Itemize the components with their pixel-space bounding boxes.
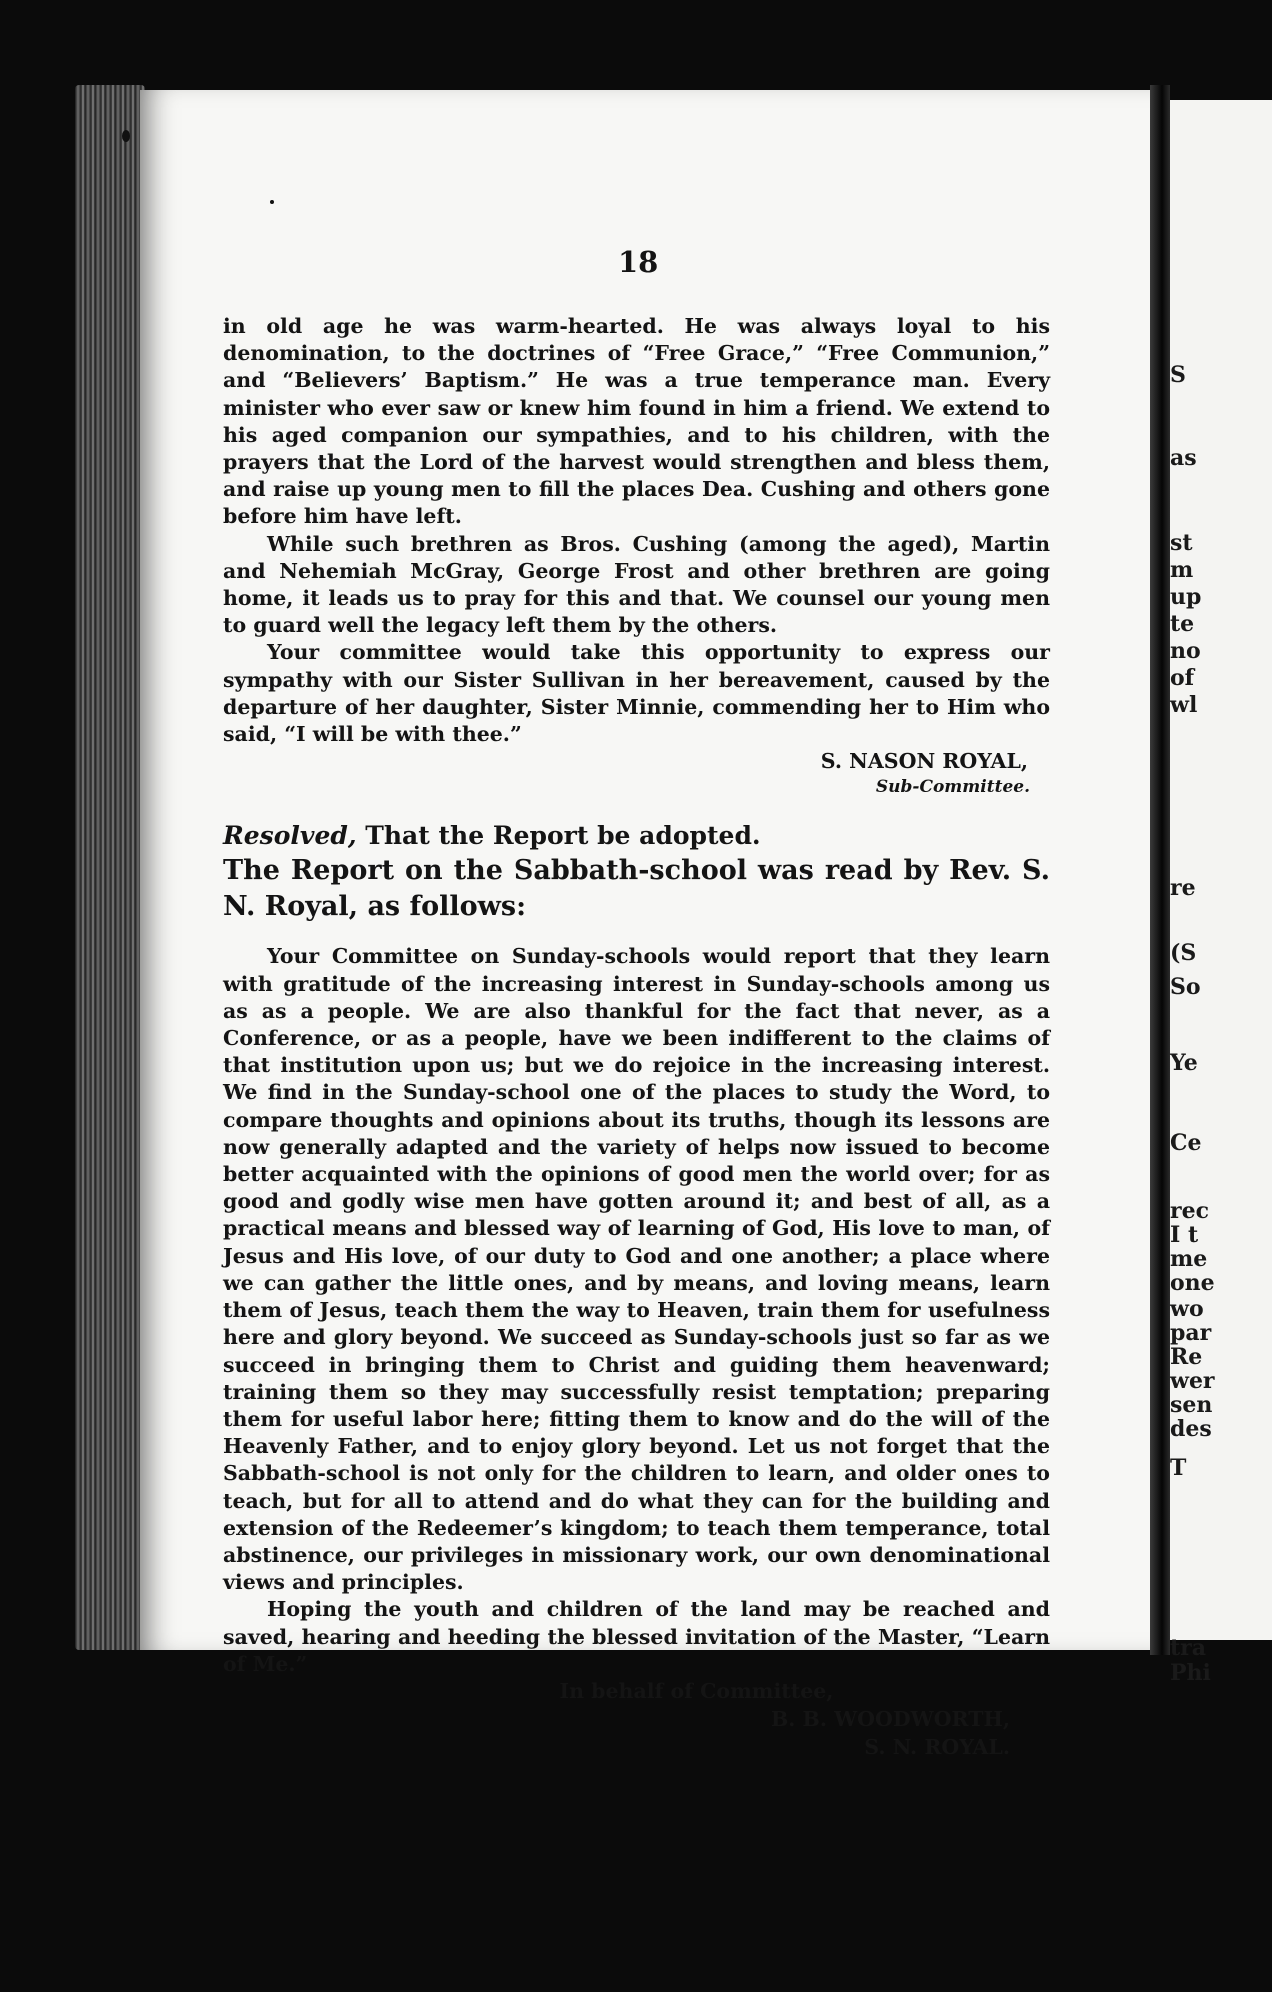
fragment: me: [1170, 1246, 1208, 1272]
fragment: I t: [1170, 1222, 1199, 1248]
fragment: des: [1170, 1416, 1212, 1442]
report-heading: The Report on the Sabbath-school was read by Rev. S. N. Royal, as follows:: [223, 855, 1050, 923]
fragment: par: [1170, 1320, 1212, 1346]
resolved-word: Resolved,: [223, 821, 357, 851]
signer: B. B. WOODWORTH,: [770, 1707, 1010, 1732]
scan-speck: [270, 200, 274, 204]
fragment: Re: [1170, 1344, 1203, 1370]
fragment: up: [1170, 584, 1202, 610]
fragment: st: [1170, 530, 1193, 556]
fragment: wl: [1170, 692, 1198, 718]
fragment: sen: [1170, 1392, 1213, 1418]
page-number: 18: [618, 245, 659, 279]
fragment: Phi: [1170, 1660, 1211, 1686]
report-body: [223, 943, 1050, 1761]
signer: S. N. ROYAL.: [864, 1735, 1010, 1760]
book-gutter: [1150, 85, 1170, 1655]
paragraph: Hoping the youth and children of the land may be reached and saved, hearing and heeding the blessed invitation of the Master, “Learn of Me.”: [223, 1597, 1050, 1676]
fragment: re: [1170, 875, 1196, 901]
resolved-text: That the Report be adopted.: [356, 821, 761, 851]
fragment: S: [1170, 362, 1186, 388]
page-edges: [75, 85, 145, 1650]
adjacent-page: [1170, 100, 1272, 1686]
fragment: as: [1170, 445, 1197, 471]
scan-speck: [122, 130, 130, 142]
page-body: [223, 313, 1050, 1761]
fragment: tra: [1170, 1635, 1207, 1661]
fragment: (S: [1170, 940, 1197, 966]
paragraph: Your committee would take this opportunity to express our sympathy with our Sister Sullivan in her bereavement, caused by the departure of her daughter, Sister Minnie, commending her to Him who said, “I will be with thee.”: [223, 640, 1050, 747]
paragraph: While such brethren as Bros. Cushing (among the aged), Martin and Nehemiah McGray, George Frost and other brethren are going home, it leads us to pray for this and that. We counsel our young men to guard well the legacy left them by the others.: [223, 531, 1050, 638]
closing-line: In behalf of Committee,: [559, 1678, 834, 1703]
fragment: Ye: [1170, 1050, 1198, 1076]
signature-name: S. NASON ROYAL,: [820, 749, 1028, 774]
paragraph: Your Committee on Sunday-schools would report that they learn with gratitude of the increasing interest in Sunday-schools among us as as a people. We are also thankful for the fact that never, as a Conference, or as a people, have we been indifferent to the claims of that institution upon us; but we do rejoice in the increasing interest. We find in the Sunday-school one of the places to study the Word, to compare thoughts and opinions about its truths, though its lessons are now generally adapted and the variety of helps now issued to become better acquainted with the opinions of good men the world over; for as good and godly wise men have gotten around it; and best of all, as a practical means and blessed way of learning of God, His love to man, of Jesus and His love, of our duty to God and one another; a place where we can gather the little ones, and by means, and loving means, learn them of Jesus, teach them the way to Heaven, train them for usefulness here and glory beyond. We succeed as Sunday-schools just so far as we succeed in bringing them to Christ and guiding them heavenward; training them so they may successfully resist temptation; preparing them for useful labor here; fitting them to know and do the will of the Heavenly Father, and to enjoy glory beyond. Let us not forget that the Sabbath-school is not only for the children to learn, and older ones to teach, but for all to attend and do what they can for the building and extension of the Redeemer’s kingdom; to teach them temperance, total abstinence, our privileges in missionary work, our own denominational views and principles.: [223, 944, 1050, 1595]
fragment: no: [1170, 638, 1201, 664]
signature-title: Sub-Committee.: [875, 777, 1030, 798]
fragment: wer: [1170, 1368, 1215, 1394]
fragment: wo: [1170, 1296, 1204, 1322]
fragment: rec: [1170, 1198, 1209, 1224]
paragraph: in old age he was warm-hearted. He was always loyal to his denomination, to the doctrines of “Free Grace,” “Free Communion,” and “Believers’ Baptism.” He was a true temperance man. Every minister who ever saw or knew him found in him a friend. We extend to his aged companion our sympathies, and to his children, with the prayers that the Lord of the harvest would strengthen and bless them, and raise up young men to fill the places Dea. Cushing and others gone before him have left.: [223, 314, 1050, 529]
fragment: m: [1170, 557, 1194, 583]
fragment: So: [1170, 974, 1201, 1000]
fragment: T: [1170, 1455, 1187, 1481]
fragment: one: [1170, 1270, 1215, 1296]
document-page: [140, 90, 1150, 1760]
fragment: of: [1170, 665, 1195, 691]
fragment: Ce: [1170, 1130, 1202, 1156]
resolution: [223, 819, 1050, 853]
fragment: te: [1170, 611, 1195, 637]
